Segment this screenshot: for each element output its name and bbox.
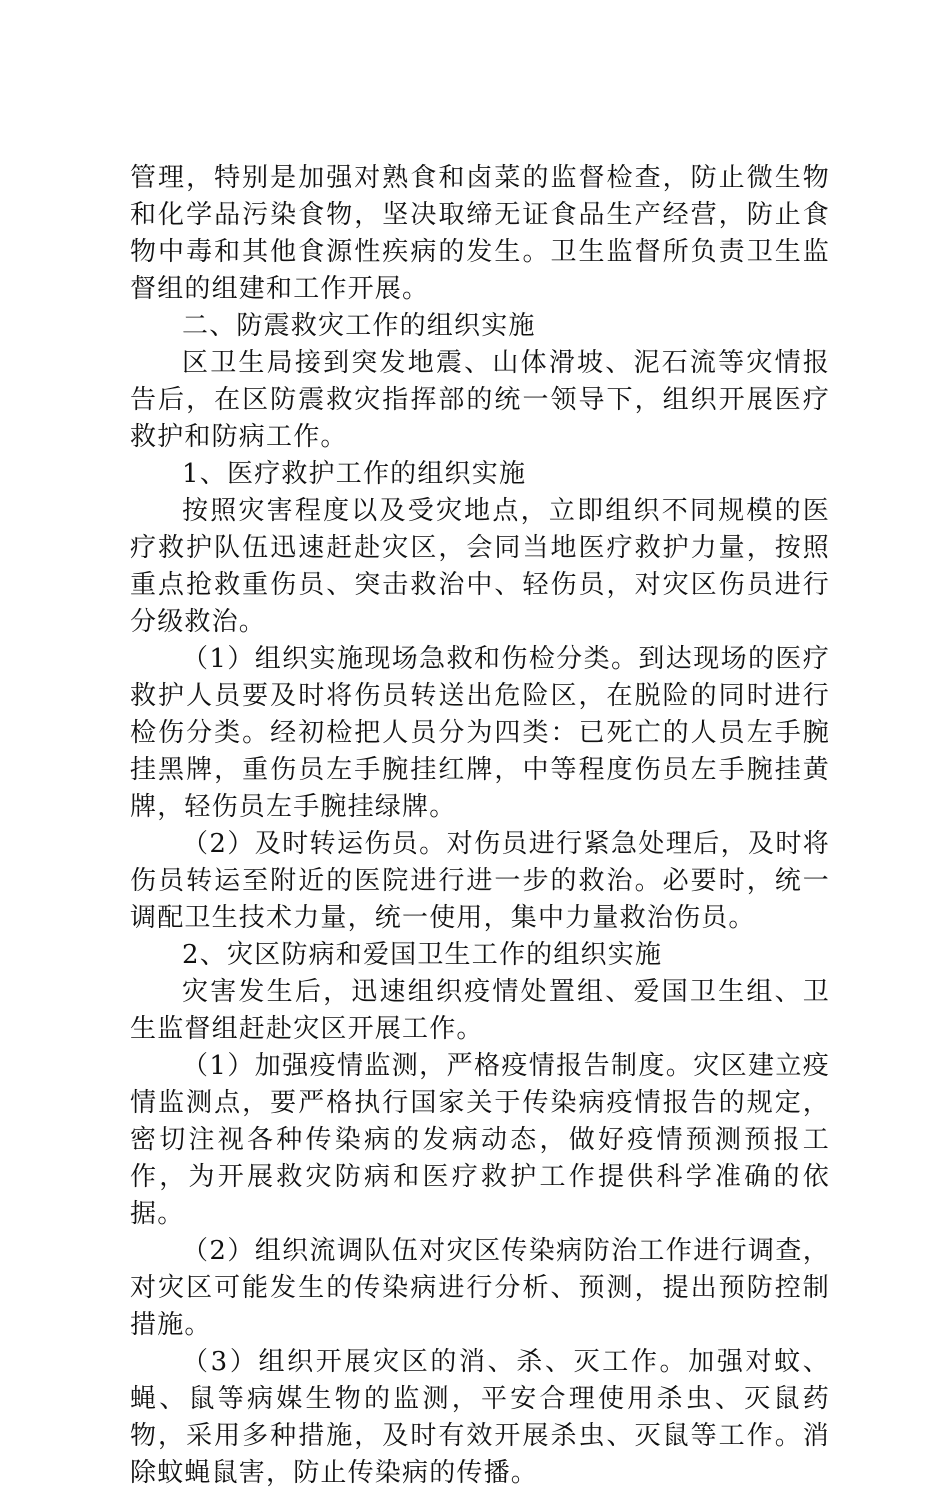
paragraph-epidemic-monitoring: （1）加强疫情监测，严格疫情报告制度。灾区建立疫情监测点，要严格执行国家关于传染病疫情报告的规定，密切注视各种传染病的发病动态，做好疫情预测预报工作，为开展救灾防病和医疗救护工作提供科学准确的依据。 <box>130 1051 830 1229</box>
paragraph-food-supervision: 管理，特别是加强对熟食和卤菜的监督检查，防止微生物和化学品污染食物，坚决取缔无证食品生产经营，防止食物中毒和其他食源性疾病的发生。卫生监督所负责卫生监督组的组建和工作开展。 <box>130 163 830 304</box>
paragraph-disease-prevention: 灾害发生后，迅速组织疫情处置组、爱国卫生组、卫生监督组赶赴灾区开展工作。 <box>130 977 830 1044</box>
paragraph-relief-overview: 区卫生局接到突发地震、山体滑坡、泥石流等灾情报告后，在区防震救灾指挥部的统一领导下，组织开展医疗救护和防病工作。 <box>130 348 830 452</box>
paragraph-investigation: （2）组织流调队伍对灾区传染病防治工作进行调查，对灾区可能发生的传染病进行分析、预测，提出预防控制措施。 <box>130 1236 830 1340</box>
paragraph-pest-control: （3）组织开展灾区的消、杀、灭工作。加强对蚊、蝇、鼠等病媒生物的监测，平安合理使用杀虫、灭鼠药物，采用多种措施，及时有效开展杀虫、灭鼠等工作。消除蚊蝇鼠害，防止传染病的传播。 <box>130 1347 830 1488</box>
paragraph-triage: （1）组织实施现场急救和伤检分类。到达现场的医疗救护人员要及时将伤员转送出危险区，在脱险的同时进行检伤分类。经初检把人员分为四类：已死亡的人员左手腕挂黑牌，重伤员左手腕挂红牌，中等程度伤员左手腕挂黄牌，轻伤员左手腕挂绿牌。 <box>130 644 830 822</box>
subsection-heading-disease-prevention: 2、灾区防病和爱国卫生工作的组织实施 <box>182 940 663 970</box>
section-heading-earthquake-relief: 二、防震救灾工作的组织实施 <box>182 311 536 341</box>
document-body <box>130 160 830 1492</box>
paragraph-transport: （2）及时转运伤员。对伤员进行紧急处理后，及时将伤员转运至附近的医院进行进一步的救治。必要时，统一调配卫生技术力量，统一使用，集中力量救治伤员。 <box>130 829 830 933</box>
subsection-heading-medical-rescue: 1、医疗救护工作的组织实施 <box>182 459 527 489</box>
paragraph-medical-rescue: 按照灾害程度以及受灾地点，立即组织不同规模的医疗救护队伍迅速赶赴灾区，会同当地医疗救护力量，按照重点抢救重伤员、突击救治中、轻伤员，对灾区伤员进行分级救治。 <box>130 496 830 637</box>
